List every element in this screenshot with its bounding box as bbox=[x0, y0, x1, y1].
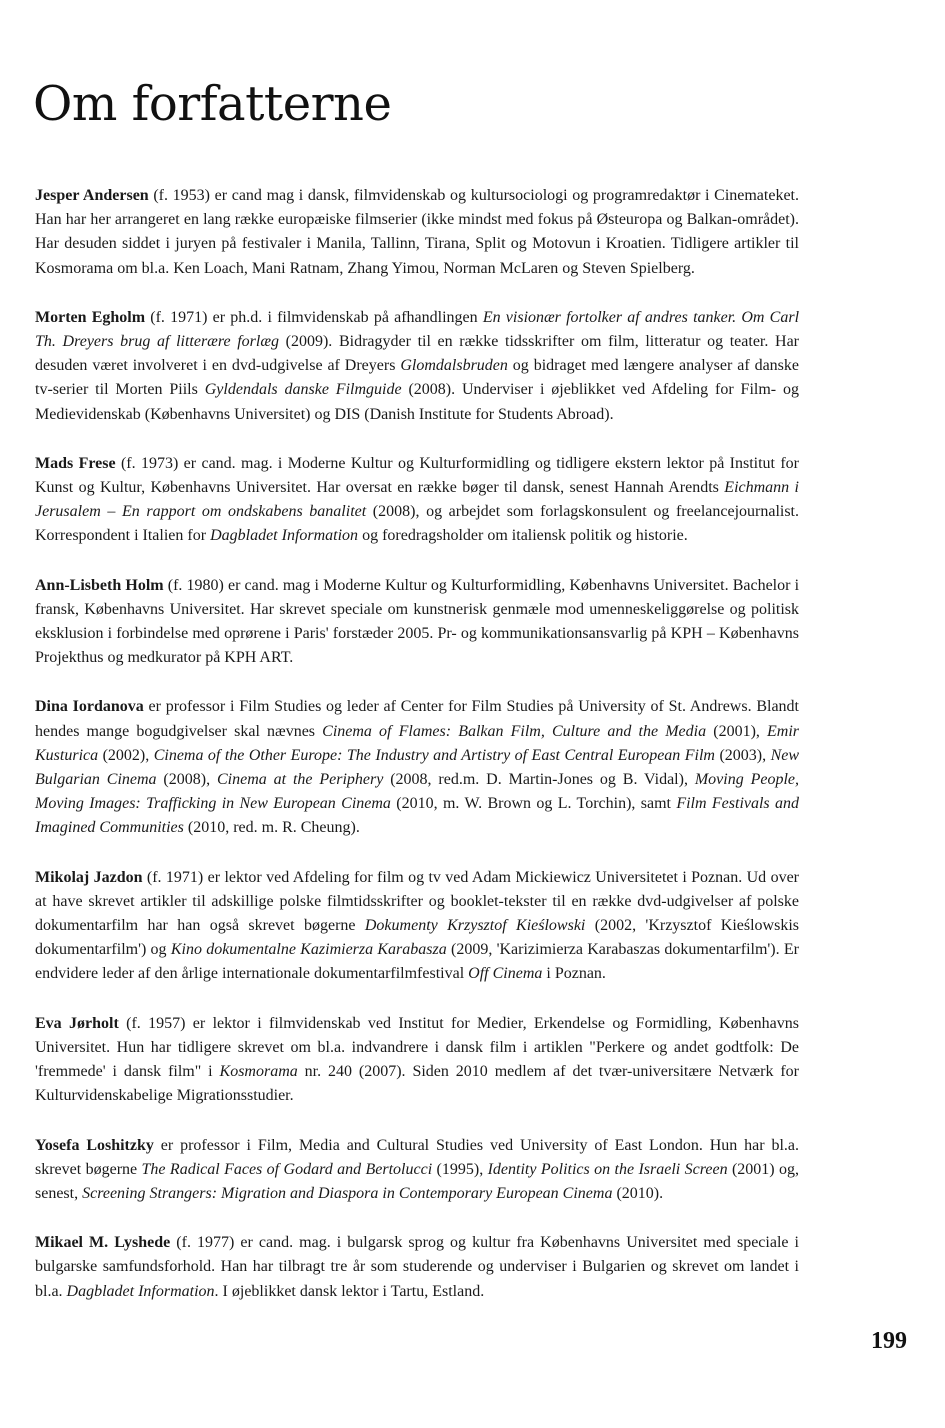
bio-text: (f. 1953) er cand mag i dansk, filmvidenskab og kultursociologi og programredaktør i Cinemateket. Han har her arrangeret en lang række europæiske filmserier (ikke mindst med fokus på Østeuropa og Balkan-området). Har desuden siddet i juryen på festivaler i Manila, Tallinn, Tirana, Split og Motovun i Kroatien. Tidligere artikler til Kosmorama om bl.a. Ken Loach, Mani Ratnam, Zhang Yimou, Norman McLaren og Steven Spielberg. bbox=[35, 187, 800, 277]
bio-text: (1995), bbox=[432, 1160, 488, 1178]
bio-text: (2002, 'Krzysztof Kieślowskis dokumentarfilm') og bbox=[35, 917, 799, 959]
page-number: 199 bbox=[871, 1328, 907, 1354]
author-bio bbox=[35, 695, 799, 840]
bio-text: (2010, red. m. R. Cheung). bbox=[183, 819, 360, 837]
work-title: Glomdalsbruden bbox=[400, 357, 508, 375]
work-title: Dagbladet Information bbox=[210, 527, 359, 545]
author-name: Ann-Lisbeth Holm bbox=[35, 576, 164, 594]
bio-text: (2008), og arbejdet som forlagskonsulent og freelancejournalist. Korrespondent i Italien for bbox=[35, 503, 799, 545]
bio-text: (2001) og, senest, bbox=[35, 1160, 800, 1202]
work-title: Dagbladet Information bbox=[66, 1282, 215, 1300]
bio-text: er professor i Film, Media and Cultural Studies ved University of East London. Hun har bl.a. skrevet bøgerne bbox=[35, 1136, 799, 1178]
author-bio bbox=[35, 1231, 799, 1304]
work-title: New Bulgarian Cinema bbox=[35, 746, 800, 789]
work-title: Screening Strangers: Migration and Diaspora in Contemporary European Cinema bbox=[82, 1184, 613, 1202]
bio-text: (2009, 'Karizimierza Karabaszas dokumentarfilm'). Er endvidere leder af den årlige internationale dokumentarfilmfestival bbox=[35, 941, 799, 983]
author-name: Morten Egholm bbox=[35, 308, 146, 326]
work-title: Emir Kusturica bbox=[35, 722, 800, 764]
work-title: En visionær fortolker af andres tanker. Om Carl Th. Dreyers brug af litterære forlæg bbox=[35, 308, 800, 351]
author-bios bbox=[35, 184, 799, 1329]
bio-text: (2008, red.m. D. Martin-Jones og B. Vidal), bbox=[383, 771, 695, 789]
work-title: The Radical Faces of Godard and Bertolucci bbox=[141, 1160, 433, 1178]
author-bio bbox=[35, 866, 799, 987]
bio-text: (f. 1980) er cand. mag i Moderne Kultur og Kulturformidling, Københavns Universitet. Bachelor i fransk, Københavns Universitet. Har skrevet speciale om kunstnerisk genmæle mod umenneskeliggørelse og politisk eksklusion i forbindelse med oprørene i Paris' forstæder 2005. Pr- og kommunikationsansvarlig på KPH – Københavns Projekthus og medkurator på KPH ART. bbox=[35, 576, 800, 667]
work-title: Cinema at the Periphery bbox=[216, 771, 384, 789]
author-name: Dina Iordanova bbox=[35, 698, 144, 716]
author-name: Eva Jørholt bbox=[35, 1014, 119, 1032]
bio-text: (2003), bbox=[715, 746, 771, 764]
bio-text: (2010). bbox=[612, 1184, 664, 1202]
bio-text: (f. 1971) er ph.d. i filmvidenskab på afhandlingen bbox=[145, 308, 483, 326]
author-name: Mikolaj Jazdon bbox=[35, 868, 143, 886]
work-title: Dokumenty Krzysztof Kieślowski bbox=[364, 917, 586, 935]
author-bio bbox=[35, 574, 799, 671]
author-bio bbox=[35, 184, 799, 281]
author-bio bbox=[35, 1134, 799, 1207]
bio-text: (2002), bbox=[98, 746, 154, 764]
work-title: Film Festivals and Imagined Communities bbox=[35, 795, 800, 837]
bio-text: nr. 240 (2007). Siden 2010 medlem af det tvær-universitære Netværk for Kulturvidenskabelige Migrationsstudier. bbox=[35, 1063, 800, 1105]
work-title: Moving People, Moving Images: Trafficking in New European Cinema bbox=[35, 771, 800, 813]
work-title: Eichmann i Jerusalem – En rapport om ondskabens banalitet bbox=[35, 479, 799, 521]
bio-text: (2010, m. W. Brown og L. Torchin), samt bbox=[390, 795, 677, 813]
work-title: Cinema of Flames: Balkan Film, Culture and the Media bbox=[322, 722, 707, 740]
author-name: Mikael M. Lyshede bbox=[35, 1234, 171, 1252]
work-title: Identity Politics on the Israeli Screen bbox=[487, 1160, 728, 1178]
author-name: Mads Frese bbox=[35, 454, 116, 472]
bio-text: (2008). Underviser i øjeblikket ved Afdeling for Film- og Medievidenskab (Københavns Universitet) og DIS (Danish Institute for Students Abroad). bbox=[35, 381, 800, 423]
bio-text: (2001), bbox=[706, 722, 768, 740]
author-bio bbox=[35, 306, 799, 427]
bio-text: (f. 1971) er lektor ved Afdeling for film og tv ved Adam Mickiewicz Universitetet i Poznan. Ud over at have skrevet artikler til adskillige polske filmtidsskrifter og booklet-tekster til en række dvd-udgivelser af polske dokumentarfilm har han også skrevet bøgerne bbox=[35, 868, 799, 935]
author-bio bbox=[35, 1012, 799, 1109]
author-name: Jesper Andersen bbox=[35, 187, 149, 204]
work-title: Gyldendals danske Filmguide bbox=[204, 381, 402, 399]
work-title: Kosmorama bbox=[219, 1063, 298, 1081]
bio-text: og foredragsholder om italiensk politik og historie. bbox=[358, 527, 688, 545]
page-title: Om forfatterne bbox=[33, 76, 392, 132]
bio-text: i Poznan. bbox=[542, 965, 606, 983]
bio-text: og bidraget med længere analyser af danske tv-serier til Morten Piils bbox=[35, 357, 800, 399]
work-title: Cinema of the Other Europe: The Industry and Artistry of East Central European Film bbox=[153, 746, 715, 764]
author-name: Yosefa Loshitzky bbox=[35, 1136, 154, 1154]
author-bio bbox=[35, 452, 799, 549]
bio-text: er professor i Film Studies og leder af Center for Film Studies på University of St. Andrews. Blandt hendes mange bogudgivelser skal nævnes bbox=[35, 698, 799, 740]
bio-text: . I øjeblikket dansk lektor i Tartu, Estland. bbox=[214, 1282, 485, 1300]
bio-text: (f. 1977) er cand. mag. i bulgarsk sprog og kultur fra Københavns Universitet med speciale i bulgarske samfundsforhold. Han har tilbragt tre år som studerende og underviser i Bulgarien og skrevet om landet i bl.a. bbox=[35, 1234, 800, 1300]
bio-text: (f. 1973) er cand. mag. i Moderne Kultur og Kulturformidling og tidligere ekstern lektor på Institut for Kunst og Kultur, Københavns Universitet. Har oversat en række bøger til dansk, senest Hannah Arendts bbox=[35, 454, 799, 497]
bio-text: (2009). Bidragyder til en række tidsskrifter om film, litteratur og teater. Har desuden været involveret i en dvd-udgivelse af Dreyers bbox=[35, 333, 799, 375]
bio-text: (2008), bbox=[156, 771, 217, 789]
bio-text: (f. 1957) er lektor i filmvidenskab ved Institut for Medier, Erkendelse og Formidling, Københavns Universitet. Hun har tidligere skrevet om bl.a. indvandrere i dansk film i artiklen "Perkere og andet godtfolk: De 'fremmede' i dansk film" i bbox=[35, 1014, 799, 1081]
work-title: Off Cinema bbox=[468, 965, 543, 983]
work-title: Kino dokumentalne Kazimierza Karabasza bbox=[170, 941, 447, 959]
